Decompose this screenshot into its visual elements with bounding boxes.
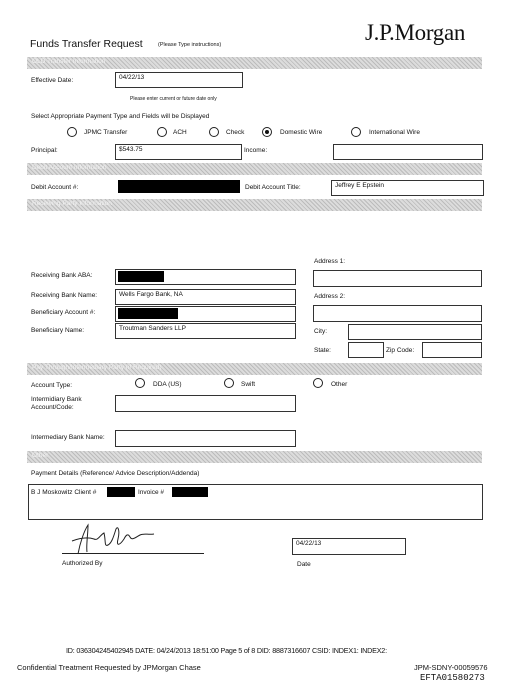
section-band-client: OLD Transfer Information bbox=[27, 57, 482, 69]
section-band-intermediary: Pay Through/Intermediary Party (if Required) bbox=[27, 363, 482, 375]
principal-label: Principal: bbox=[31, 147, 58, 154]
radio-dda-us[interactable] bbox=[135, 378, 145, 388]
invoice-number-redacted bbox=[172, 487, 208, 497]
debit-account-title-input[interactable]: Jeffrey E Epstein bbox=[331, 180, 484, 196]
section-band-other: Other bbox=[27, 451, 482, 463]
radio-label-ach: ACH bbox=[173, 129, 187, 136]
receiving-bank-aba-label: Receiving Bank ABA: bbox=[31, 272, 93, 279]
intermediary-bank-account-input[interactable] bbox=[115, 395, 296, 412]
intermediary-bank-account-label: Intermidiary Bank Account/Code: bbox=[31, 396, 82, 411]
address1-label: Address 1: bbox=[314, 258, 346, 265]
signature-image bbox=[64, 521, 174, 557]
date-label: Date bbox=[297, 561, 311, 568]
radio-check[interactable] bbox=[209, 127, 219, 137]
radio-swift[interactable] bbox=[224, 378, 234, 388]
beneficiary-account-label: Beneficiary Account #: bbox=[31, 309, 96, 316]
account-type-label: Account Type: bbox=[31, 382, 73, 389]
radio-label-domestic: Domestic Wire bbox=[280, 129, 323, 136]
address1-input[interactable] bbox=[313, 270, 482, 287]
radio-label-swift: Swift bbox=[241, 381, 256, 388]
radio-label-international: International Wire bbox=[369, 129, 420, 136]
debit-account-title-label: Debit Account Title: bbox=[245, 184, 301, 191]
radio-label-jpmc: JPMC Transfer bbox=[84, 129, 128, 136]
income-input[interactable] bbox=[333, 144, 483, 160]
aba-redacted bbox=[118, 271, 164, 282]
address2-label: Address 2: bbox=[314, 293, 346, 300]
city-input[interactable] bbox=[348, 324, 482, 340]
section-band-debit: Debit Account Information bbox=[27, 163, 482, 175]
radio-ach[interactable] bbox=[157, 127, 167, 137]
effective-date-label: Effective Date: bbox=[31, 77, 74, 84]
zip-code-input[interactable] bbox=[422, 342, 482, 358]
fax-id-line: ID: 036304245402945 DATE: 04/24/2013 18:51:00 Page 5 of 8 DID: 8887316607 CSID: INDEX1: INDEX2: bbox=[66, 646, 387, 655]
beneficiary-account-redacted bbox=[118, 308, 178, 319]
radio-other[interactable] bbox=[313, 378, 323, 388]
signature-line bbox=[62, 553, 204, 554]
beneficiary-name-label: Beneficiary Name: bbox=[31, 327, 85, 334]
principal-input[interactable]: $543.75 bbox=[115, 144, 242, 160]
authorized-by-label: Authorized By bbox=[62, 560, 103, 567]
receiving-bank-name-label: Receiving Bank Name: bbox=[31, 292, 98, 299]
form-title-note: (Please Type instructions) bbox=[158, 42, 222, 48]
effective-date-hint: Please enter current or future date only bbox=[130, 96, 217, 102]
radio-domestic-wire[interactable] bbox=[262, 127, 272, 137]
radio-international-wire[interactable] bbox=[351, 127, 361, 137]
effective-date-input[interactable]: 04/22/13 bbox=[115, 72, 243, 88]
radio-label-check: Check bbox=[226, 129, 245, 136]
confidential-notice: Confidential Treatment Requested by JPMorgan Chase bbox=[17, 663, 201, 672]
state-label: State: bbox=[314, 347, 331, 354]
zip-code-label: Zip Code: bbox=[386, 347, 415, 354]
efta-number: EFTA01580273 bbox=[420, 673, 485, 683]
payment-details-label: Payment Details (Reference/ Advice Description/Addenda) bbox=[31, 470, 200, 477]
form-title: Funds Transfer Request bbox=[30, 38, 143, 50]
city-label: City: bbox=[314, 328, 327, 335]
radio-label-other: Other bbox=[331, 381, 348, 388]
section-band-receiving: Receiving Party Information bbox=[27, 199, 482, 211]
receiving-bank-name-input[interactable]: Wells Fargo Bank, NA bbox=[115, 289, 296, 305]
jpmorgan-logo: J.P.Morgan bbox=[365, 20, 466, 45]
state-input[interactable] bbox=[348, 342, 384, 358]
payment-type-prompt: Select Appropriate Payment Type and Fields will be Displayed bbox=[31, 113, 210, 120]
income-label: Income: bbox=[244, 147, 268, 154]
beneficiary-name-input[interactable]: Troutman Sanders LLP bbox=[115, 323, 296, 339]
debit-account-redacted bbox=[118, 180, 240, 193]
signature-date-input[interactable]: 04/22/13 bbox=[292, 538, 406, 555]
intermediary-bank-name-input[interactable] bbox=[115, 430, 296, 447]
bates-number: JPM-SDNY-00059576 bbox=[414, 663, 488, 672]
payment-details-client-text: B J Moskowitz Client # bbox=[31, 489, 97, 496]
debit-account-label: Debit Account #: bbox=[31, 184, 79, 191]
intermediary-bank-name-label: Intermediary Bank Name: bbox=[31, 434, 105, 441]
radio-label-dda: DDA (US) bbox=[153, 381, 182, 388]
payment-details-invoice-text: Invoice # bbox=[138, 489, 165, 496]
client-number-redacted bbox=[107, 487, 135, 497]
radio-jpmc-transfer[interactable] bbox=[67, 127, 77, 137]
address2-input[interactable] bbox=[313, 305, 482, 322]
